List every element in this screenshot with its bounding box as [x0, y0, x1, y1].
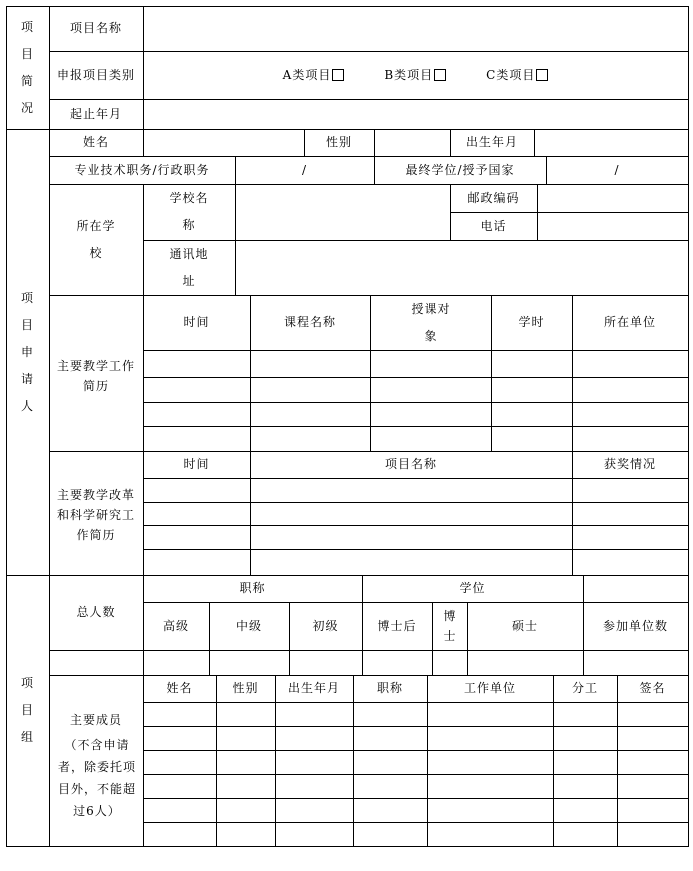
member-header-title: 职称 [376, 681, 403, 695]
section-label-char: 目 [20, 703, 34, 717]
category-option-a[interactable]: A类项目 [283, 62, 345, 89]
period-label: 起止年月 [69, 106, 122, 121]
checkbox-icon[interactable] [536, 69, 548, 81]
category-options [143, 51, 688, 99]
section-label-char: 目 [20, 317, 34, 332]
units-count-label: 参加单位数 [602, 618, 668, 633]
section-label-char: 况 [20, 100, 34, 115]
section-label-team [6, 575, 49, 846]
team-total-label: 总人数 [76, 605, 116, 619]
member-header-role: 分工 [571, 681, 598, 695]
birth-field[interactable] [534, 129, 688, 156]
category-label: 申报项目类别 [56, 68, 135, 82]
address-field[interactable] [235, 240, 688, 295]
school-name-field[interactable] [235, 184, 450, 240]
project-name-label: 项目名称 [69, 21, 122, 35]
birth-label: 出生年月 [465, 135, 518, 149]
section-label-char: 项 [20, 676, 34, 690]
phone-label: 电话 [480, 218, 507, 233]
section-label-char: 简 [20, 73, 34, 88]
member-header-unit: 工作单位 [463, 681, 516, 695]
section-label-char: 请 [20, 371, 34, 386]
project-name-field[interactable] [143, 6, 688, 51]
phone-field[interactable] [537, 212, 688, 240]
category-option-c[interactable]: C类项目 [486, 62, 548, 89]
title-intermediate: 中级 [235, 618, 262, 633]
border-bottom [6, 846, 689, 847]
school-name-label: 学校名称 [169, 191, 209, 232]
degree-postdoc: 博士后 [377, 618, 417, 633]
postcode-label: 邮政编码 [467, 190, 520, 205]
members-note: （不含申请者，除委托项目外，不能超过6人） [57, 738, 136, 818]
section-label-char: 申 [20, 344, 34, 359]
section-label-char: 组 [20, 730, 34, 744]
applicant-name-field[interactable] [143, 129, 304, 156]
degree-value[interactable]: / [614, 162, 620, 177]
reform-header-time: 时间 [183, 457, 210, 471]
title-junior: 初级 [312, 618, 339, 633]
border-right [688, 6, 689, 847]
section-label-char: 目 [20, 46, 34, 61]
section-label-char: 项 [20, 19, 34, 34]
section-label-char: 项 [20, 290, 34, 305]
title-senior: 高级 [162, 618, 189, 633]
checkbox-icon[interactable] [332, 69, 344, 81]
section-label-applicant [6, 129, 49, 575]
title-label: 专业技术职务/行政职务 [74, 162, 210, 177]
reform-history-label: 主要教学改革和科学研究工作简历 [56, 488, 135, 542]
gender-label: 性别 [325, 135, 352, 149]
member-header-signature: 签名 [639, 681, 666, 695]
degree-group-header: 学位 [459, 581, 486, 595]
members-label: 主要成员 [69, 712, 122, 727]
period-field[interactable] [143, 99, 688, 129]
section-label-overview [6, 6, 49, 129]
teaching-history-label: 主要教学工作简历 [56, 359, 135, 393]
reform-header-project: 项目名称 [384, 457, 437, 471]
teaching-header-hours: 学时 [518, 315, 545, 329]
degree-master: 硕士 [511, 618, 538, 633]
member-header-birth: 出生年月 [287, 681, 340, 695]
address-label: 通讯地址 [169, 246, 209, 288]
postcode-field[interactable] [537, 184, 688, 212]
teaching-header-audience: 授课对象 [411, 301, 451, 343]
reform-header-awards: 获奖情况 [603, 457, 656, 471]
applicant-name-label: 姓名 [82, 135, 109, 149]
member-header-name: 姓名 [166, 681, 193, 695]
gender-field[interactable] [374, 129, 450, 156]
title-group-header: 职称 [239, 581, 266, 595]
member-header-gender: 性别 [232, 681, 259, 695]
teaching-header-time: 时间 [183, 315, 210, 329]
degree-phd: 博士 [443, 609, 457, 643]
section-label-char: 人 [20, 398, 34, 413]
teaching-header-course: 课程名称 [283, 315, 336, 329]
category-option-b[interactable]: B类项目 [384, 62, 446, 89]
title-value[interactable]: / [301, 162, 308, 177]
checkbox-icon[interactable] [434, 69, 446, 81]
school-label: 所在学校 [76, 218, 116, 260]
degree-label: 最终学位/授予国家 [405, 162, 515, 177]
teaching-header-unit: 所在单位 [603, 315, 656, 329]
